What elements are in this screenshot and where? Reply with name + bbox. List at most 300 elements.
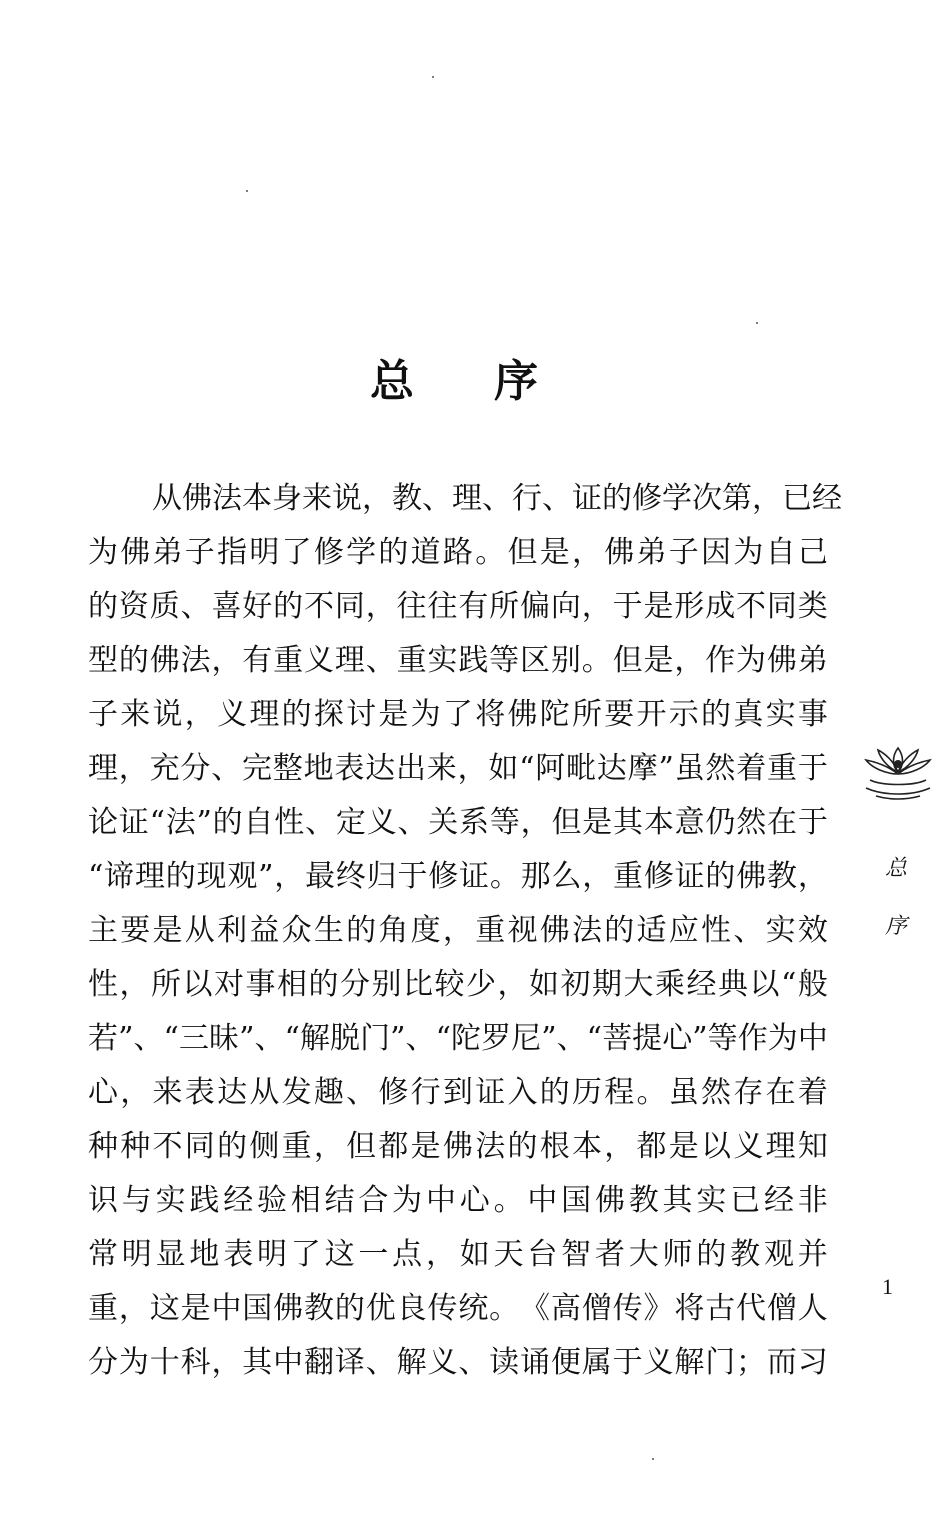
body-glyph: 实	[427, 643, 458, 678]
body-glyph: 如	[459, 1237, 490, 1272]
body-glyph: 谛	[104, 859, 135, 894]
body-glyph: 读	[489, 1345, 520, 1380]
body-line	[88, 1174, 828, 1228]
body-glyph: 在	[765, 1075, 796, 1110]
body-glyph: 根	[539, 1129, 570, 1164]
body-glyph: ，	[581, 589, 612, 624]
body-glyph: 。	[636, 1075, 667, 1110]
body-glyph: 重	[613, 859, 644, 894]
body-glyph: 若	[88, 1021, 118, 1056]
body-line	[88, 1120, 828, 1174]
body-glyph: 性	[274, 805, 305, 840]
body-glyph: 于	[797, 805, 828, 840]
body-glyph: 么	[551, 859, 582, 894]
body-glyph: 重	[475, 913, 506, 948]
body-glyph: 性	[701, 913, 732, 948]
body-glyph: 。	[489, 859, 520, 894]
body-glyph: 己	[797, 535, 828, 570]
body-glyph: 与	[121, 1183, 152, 1218]
body-glyph: 分	[180, 751, 211, 786]
body-glyph: ，	[118, 751, 149, 786]
body-glyph: 实	[696, 1183, 727, 1218]
body-glyph: 子	[88, 697, 118, 732]
body-glyph: 达	[365, 751, 396, 786]
body-glyph: 从	[152, 481, 182, 516]
body-glyph: 台	[527, 1237, 558, 1272]
body-glyph: 点	[392, 1237, 423, 1272]
body-glyph: 虽	[674, 751, 705, 786]
body-line	[88, 1066, 828, 1120]
body-glyph: 众	[281, 913, 312, 948]
body-glyph: 形	[674, 589, 705, 624]
body-glyph: 为	[410, 697, 441, 732]
body-glyph: 身	[272, 481, 302, 516]
body-glyph: 程	[604, 1075, 635, 1110]
body-line	[88, 526, 828, 580]
body-glyph: 质	[149, 589, 180, 624]
body-glyph: 。	[581, 643, 612, 678]
body-glyph: 示	[668, 697, 699, 732]
body-glyph: 陀	[539, 697, 570, 732]
body-glyph: 以	[182, 967, 213, 1002]
body-glyph: 良	[396, 1291, 427, 1326]
body-glyph: 分	[340, 967, 370, 1002]
body-glyph: ”	[390, 1021, 406, 1056]
body-glyph: 佛	[539, 913, 570, 948]
body-glyph: 中	[211, 1291, 242, 1326]
body-glyph: “	[149, 805, 165, 840]
body-glyph: “	[88, 859, 104, 894]
body-glyph: 义	[427, 1345, 458, 1380]
body-glyph: 代	[736, 1291, 767, 1326]
body-glyph: 少	[466, 967, 496, 1002]
body-glyph: 经	[223, 1183, 254, 1218]
body-glyph: 事	[245, 967, 276, 1002]
body-glyph: “	[586, 1021, 602, 1056]
body-glyph: 结	[324, 1183, 355, 1218]
body-glyph: 益	[249, 913, 280, 948]
body-glyph: 心	[88, 1075, 118, 1110]
body-glyph: 、	[458, 1345, 489, 1380]
body-glyph: ；	[736, 1345, 767, 1380]
body-glyph: 好	[242, 589, 273, 624]
body-glyph: 度	[410, 913, 441, 948]
body-glyph: 已	[782, 481, 812, 516]
body-glyph: 仍	[705, 805, 736, 840]
body-glyph: 对	[214, 967, 244, 1002]
body-glyph: 、	[397, 805, 428, 840]
body-glyph: 适	[636, 913, 667, 948]
body-glyph: 讨	[346, 697, 377, 732]
body-glyph: 的	[701, 697, 732, 732]
body-glyph: 子	[668, 535, 699, 570]
body-glyph: 佛	[594, 1183, 625, 1218]
body-glyph: 诵	[520, 1345, 551, 1380]
body-glyph: 中	[797, 1021, 828, 1056]
body-glyph: 为	[733, 535, 764, 570]
body-glyph: 修	[313, 535, 344, 570]
body-glyph: 关	[428, 805, 459, 840]
body-glyph: 佛	[736, 859, 767, 894]
body-glyph: 者	[594, 1237, 625, 1272]
body-glyph: 中	[273, 1345, 304, 1380]
body-glyph: 着	[736, 751, 767, 786]
body-glyph: 法	[571, 913, 602, 948]
body-glyph: 往	[396, 589, 427, 624]
body-glyph: 效	[797, 913, 828, 948]
body-glyph: 典	[718, 967, 748, 1002]
body-glyph: 要	[604, 697, 635, 732]
body-glyph: 同	[184, 1129, 215, 1164]
body-glyph: 践	[458, 643, 489, 678]
body-glyph: 相	[277, 967, 307, 1002]
body-glyph: 提	[632, 1021, 663, 1056]
body-glyph: 罗	[481, 1021, 512, 1056]
body-glyph: 是	[378, 697, 409, 732]
title-char-2: 序	[494, 356, 538, 407]
scan-speck	[756, 322, 758, 324]
body-glyph: 证	[572, 481, 602, 516]
body-glyph: 佛	[604, 535, 635, 570]
body-glyph: 表	[223, 1237, 254, 1272]
body-glyph: 充	[149, 751, 180, 786]
body-glyph: 最	[305, 859, 336, 894]
body-glyph: 合	[358, 1183, 389, 1218]
body-glyph: 理	[249, 697, 280, 732]
body-glyph: 开	[636, 697, 667, 732]
body-glyph: 了	[290, 1237, 321, 1272]
body-glyph: 解	[299, 1021, 330, 1056]
body-glyph: 分	[88, 1345, 118, 1380]
body-glyph: 然	[736, 805, 767, 840]
body-glyph: 主	[88, 913, 118, 948]
body-glyph: 的	[507, 1129, 538, 1164]
body-glyph: 利	[217, 913, 248, 948]
body-glyph: 》	[643, 1291, 674, 1326]
body-glyph: 理	[134, 859, 165, 894]
body-glyph: 修	[632, 481, 662, 516]
body-glyph: 种	[88, 1129, 118, 1164]
page-number: 1	[882, 1274, 893, 1299]
body-glyph: 一	[358, 1237, 389, 1272]
body-glyph: 但	[551, 805, 582, 840]
body-glyph: 为	[392, 1183, 423, 1218]
body-glyph: 向	[550, 589, 581, 624]
body-glyph: 心	[662, 1021, 693, 1056]
body-glyph: 是	[410, 1129, 441, 1164]
body-glyph: ，	[425, 1237, 456, 1272]
body-glyph: 资	[118, 589, 149, 624]
body-glyph: 教	[628, 1183, 659, 1218]
body-glyph: 自	[243, 805, 274, 840]
body-glyph: ”	[541, 1021, 557, 1056]
body-glyph: 观	[227, 859, 258, 894]
body-glyph: 国	[242, 1291, 273, 1326]
body-glyph: ，	[520, 805, 551, 840]
body-glyph: 。	[489, 1291, 520, 1326]
body-glyph: 同	[766, 589, 797, 624]
body-glyph: 显	[155, 1237, 186, 1272]
body-glyph: ，	[362, 481, 392, 516]
body-glyph: 系	[459, 805, 490, 840]
body-glyph: 以	[701, 1129, 732, 1164]
body-glyph: 心	[459, 1183, 490, 1218]
body-glyph: 重	[396, 643, 427, 678]
body-glyph: 的	[273, 589, 304, 624]
body-glyph: 师	[662, 1237, 693, 1272]
body-glyph: 然	[705, 751, 736, 786]
body-glyph: 型	[88, 643, 118, 678]
body-glyph: 的	[346, 913, 377, 948]
body-glyph: 属	[581, 1345, 612, 1380]
body-glyph: ，	[313, 1129, 344, 1164]
body-glyph: 佛	[273, 1291, 304, 1326]
body-glyph: 观	[763, 1237, 794, 1272]
body-line	[88, 1282, 828, 1336]
body-glyph: 行	[512, 481, 542, 516]
body-glyph: 的	[602, 481, 632, 516]
body-glyph: 、	[482, 481, 512, 516]
body-glyph: ，	[604, 1129, 635, 1164]
body-glyph: 统	[458, 1291, 489, 1326]
body-glyph: 、	[133, 1021, 164, 1056]
body-glyph: 是	[668, 1129, 699, 1164]
body-glyph: 性	[88, 967, 118, 1002]
body-glyph: 弟	[797, 643, 828, 678]
body-glyph: 高	[550, 1291, 581, 1326]
body-glyph: 整	[272, 751, 303, 786]
body-glyph: 将	[475, 697, 506, 732]
body-glyph: ，	[211, 1345, 242, 1380]
body-glyph: 修	[643, 859, 674, 894]
body-glyph: 历	[571, 1075, 602, 1110]
body-glyph: ，	[571, 535, 602, 570]
body-glyph: 趣	[313, 1075, 344, 1110]
body-glyph: 不	[152, 1129, 183, 1164]
body-glyph: 验	[256, 1183, 287, 1218]
body-glyph: 证	[475, 1075, 506, 1110]
body-glyph: 次	[692, 481, 722, 516]
body-glyph: 的	[696, 1237, 727, 1272]
body-glyph: 本	[643, 805, 674, 840]
body-glyph: 佛	[507, 697, 538, 732]
body-glyph: 陀	[451, 1021, 481, 1056]
body-line	[88, 958, 828, 1012]
body-glyph: 明	[256, 1237, 287, 1272]
body-glyph: ，	[797, 859, 828, 894]
body-glyph: 学	[662, 481, 692, 516]
body-glyph: “	[781, 967, 797, 1002]
body-glyph: ，	[442, 913, 473, 948]
body-glyph: 义	[733, 1129, 764, 1164]
body-glyph: 经	[686, 967, 717, 1002]
body-glyph: 的	[604, 913, 635, 948]
body-glyph: 证	[459, 859, 490, 894]
body-glyph: 、	[180, 589, 211, 624]
body-glyph: 但	[612, 643, 643, 678]
body-glyph: 是	[582, 805, 613, 840]
body-glyph: ”	[196, 805, 212, 840]
body-glyph: 佛	[442, 1129, 473, 1164]
body-glyph: 探	[313, 697, 344, 732]
body-glyph: 意	[674, 805, 705, 840]
body-line	[88, 688, 828, 742]
body-glyph: 大	[623, 967, 654, 1002]
body-glyph: 已	[730, 1183, 761, 1218]
body-glyph: 《	[520, 1291, 551, 1326]
body-glyph: 科	[180, 1345, 211, 1380]
body-glyph: 义	[643, 1345, 674, 1380]
body-glyph: 于	[612, 1345, 643, 1380]
body-glyph: 明	[249, 535, 280, 570]
body-glyph: 的	[378, 535, 409, 570]
body-glyph: 于	[612, 589, 643, 624]
body-glyph: 路	[442, 535, 473, 570]
body-glyph: 。	[475, 535, 506, 570]
body-glyph: 知	[797, 1129, 828, 1164]
body-glyph: 行	[410, 1075, 441, 1110]
body-glyph: 毗	[566, 751, 597, 786]
body-glyph: 说	[332, 481, 362, 516]
body-glyph: 并	[797, 1237, 828, 1272]
body-glyph: 证	[118, 805, 149, 840]
body-glyph: 等	[489, 643, 520, 678]
body-glyph: 人	[797, 1291, 828, 1326]
running-header	[880, 840, 912, 956]
body-glyph: 较	[434, 967, 465, 1002]
running-header-char-1: 总	[884, 856, 907, 881]
body-glyph: 僧	[766, 1291, 797, 1326]
body-glyph: 所	[489, 589, 520, 624]
body-glyph: ，	[118, 1291, 149, 1326]
body-glyph: 为	[736, 643, 767, 678]
body-glyph: 自	[765, 535, 796, 570]
body-glyph: 尼	[511, 1021, 542, 1056]
body-glyph: 等	[489, 805, 520, 840]
body-glyph: 定	[335, 805, 366, 840]
body-glyph: 往	[427, 589, 458, 624]
body-glyph: 重	[281, 1129, 312, 1164]
body-text	[88, 472, 842, 1390]
body-glyph: ”	[258, 859, 274, 894]
body-glyph: 摩	[627, 751, 658, 786]
body-glyph: 佛	[120, 535, 151, 570]
body-glyph: 理	[765, 1129, 796, 1164]
body-glyph: ”	[239, 1021, 255, 1056]
body-glyph: 的	[334, 1291, 365, 1326]
body-glyph: 、	[254, 1021, 285, 1056]
body-glyph: 了	[442, 697, 473, 732]
title-char-1: 总	[370, 356, 414, 407]
body-glyph: “	[284, 1021, 300, 1056]
body-glyph: ，	[457, 751, 488, 786]
body-glyph: 如	[488, 751, 519, 786]
body-glyph: 但	[346, 1129, 377, 1164]
body-glyph: 以	[749, 967, 780, 1002]
body-glyph: 非	[797, 1183, 828, 1218]
body-glyph: 其	[662, 1183, 693, 1218]
body-glyph: 中	[527, 1183, 558, 1218]
body-glyph: 从	[184, 913, 215, 948]
body-glyph: 比	[403, 967, 433, 1002]
body-glyph: 中	[425, 1183, 456, 1218]
body-glyph: ”	[658, 751, 674, 786]
body-glyph: 译	[334, 1345, 365, 1380]
body-glyph: 、	[365, 643, 396, 678]
body-glyph: 那	[520, 859, 551, 894]
body-glyph: 归	[366, 859, 397, 894]
body-glyph: 门	[360, 1021, 391, 1056]
body-glyph: 作	[705, 643, 736, 678]
body-glyph: ，	[582, 859, 613, 894]
body-glyph: 因	[701, 535, 732, 570]
body-glyph: 是	[643, 589, 674, 624]
body-glyph: 初	[560, 967, 591, 1002]
body-glyph: 来	[302, 481, 332, 516]
body-glyph: 佛	[149, 643, 180, 678]
body-glyph: 、	[346, 1075, 377, 1110]
body-glyph: 的	[217, 1129, 248, 1164]
body-glyph: 佛	[766, 643, 797, 678]
body-glyph: ，	[274, 859, 305, 894]
body-glyph: 脱	[330, 1021, 360, 1056]
body-glyph: 、	[556, 1021, 587, 1056]
body-glyph: 修	[428, 859, 459, 894]
body-glyph: 实	[765, 913, 796, 948]
body-glyph: 视	[507, 913, 538, 948]
body-glyph: ，	[752, 481, 782, 516]
body-glyph: 应	[668, 913, 699, 948]
body-glyph: 法	[475, 1129, 506, 1164]
body-glyph: 来	[120, 697, 151, 732]
body-glyph: 理	[88, 751, 118, 786]
body-glyph: 而	[766, 1345, 797, 1380]
body-glyph: 修	[378, 1075, 409, 1110]
body-glyph: 于	[797, 751, 828, 786]
body-glyph: 常	[88, 1237, 118, 1272]
body-glyph: 传	[612, 1291, 643, 1326]
body-glyph: 的	[308, 967, 339, 1002]
body-glyph: ，	[497, 967, 528, 1002]
body-glyph: ，	[674, 643, 705, 678]
body-line	[88, 1012, 828, 1066]
body-glyph: 教	[767, 859, 798, 894]
body-glyph: 的	[705, 859, 736, 894]
body-glyph: 都	[378, 1129, 409, 1164]
body-glyph: 于	[397, 859, 428, 894]
body-glyph: 到	[442, 1075, 473, 1110]
body-glyph: 有	[458, 589, 489, 624]
body-line	[88, 850, 828, 904]
body-glyph: ”	[692, 1021, 708, 1056]
body-glyph: 阿	[535, 751, 566, 786]
body-glyph: 作	[737, 1021, 768, 1056]
body-glyph: 三	[178, 1021, 209, 1056]
body-glyph: “	[163, 1021, 179, 1056]
body-glyph: 不	[736, 589, 767, 624]
body-glyph: 了	[281, 535, 312, 570]
body-glyph: 明	[121, 1237, 152, 1272]
body-glyph: 终	[335, 859, 366, 894]
body-glyph: 法	[212, 481, 242, 516]
body-glyph: 本	[571, 1129, 602, 1164]
body-glyph: 侧	[249, 1129, 280, 1164]
body-glyph: 喜	[211, 589, 242, 624]
body-glyph: 本	[242, 481, 272, 516]
body-glyph: 、	[733, 913, 764, 948]
body-glyph: 的	[165, 859, 196, 894]
body-glyph: 经	[763, 1183, 794, 1218]
